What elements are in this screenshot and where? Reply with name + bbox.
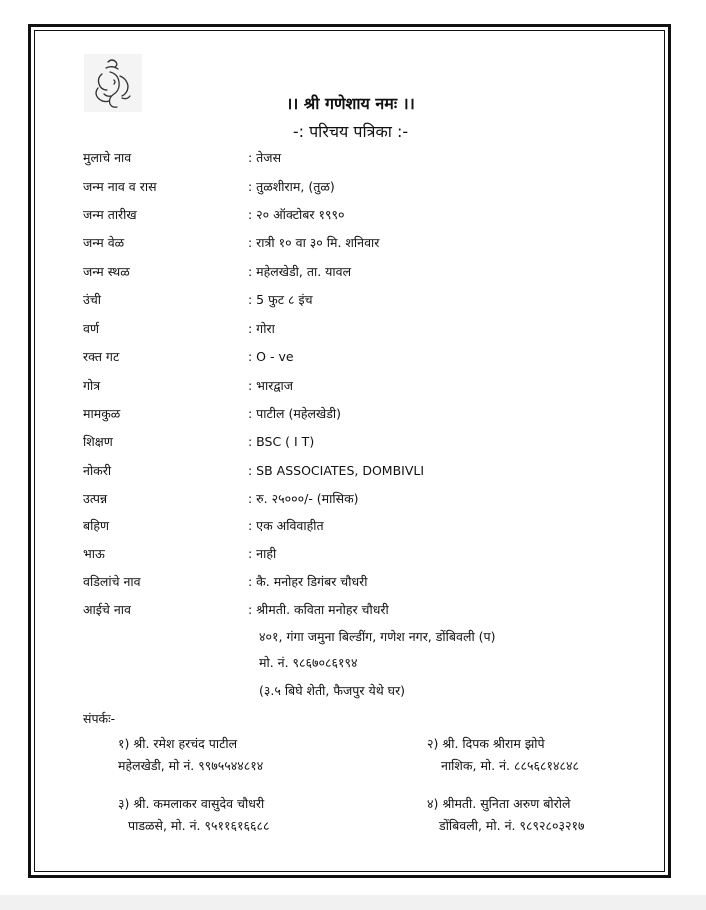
field-label: उंची [83,292,102,307]
field-value: : भारद्वाज [248,378,294,393]
field-label: जन्म तारीख [83,207,137,222]
field-label: वर्ण [83,321,99,336]
contact-item [118,733,263,777]
contacts-heading: संपर्कः- [83,711,116,726]
field-label: मामकुळ [83,406,121,421]
field-label: वडिलांचे नाव [83,574,141,589]
field-value: : 5 फुट ८ इंच [248,292,313,307]
field-label: आईचे नाव [83,602,131,617]
field-value: : पाटील (महेलखेडी) [248,406,341,421]
contact-detail: महेलखेडी, मो नं. ९९७५५४४८१४ [118,758,264,773]
field-value: : कै. मनोहर डिगंबर चौधरी [248,574,368,589]
contact-item [427,733,579,777]
field-label: जन्म स्थळ [83,264,130,279]
contact-detail: पाडळसे, मो. नं. ९५११६१६६८८ [128,818,270,833]
field-label: गोत्र [83,378,101,393]
field-value: : तेजस [248,150,282,165]
field-value: : श्रीमती. कविता मनोहर चौधरी [248,602,389,617]
page-title: -: परिचय पत्रिका :- [292,122,409,141]
page-bottom-strip [0,895,706,910]
phone-line: मो. नं. ९८६७०८६१९४ [259,655,358,670]
field-value: : तुळशीराम, (तुळ) [248,179,335,194]
field-value: : SB ASSOCIATES, DOMBIVLI [248,463,425,478]
field-value: : गोरा [248,321,275,336]
contact-name: १) श्री. रमेश हरचंद पाटील [118,736,238,751]
contact-name: २) श्री. दिपक श्रीराम झोपे [427,736,545,751]
contact-name: ३) श्री. कमलाकर वासुदेव चौधरी [118,796,265,811]
address-line: ४०१, गंगा जमुना बिल्डींग, गणेश नगर, डोंबिवली (प) [259,629,496,644]
field-value: : O - ve [248,349,294,364]
contact-item [427,793,584,837]
page-invocation: ।। श्री गणेशाय नमः ।। [286,94,415,113]
field-label: रक्त गट [83,349,120,364]
contact-name: ४) श्रीमती. सुनिता अरुण बोरोले [427,796,571,811]
field-value: : रात्री १० वा ३० मि. शनिवार [248,235,380,250]
field-label: जन्म वेळ [83,235,125,250]
field-label: बहिण [83,518,110,533]
field-label: उत्पन्न [83,491,108,506]
field-label: नोकरी [83,463,112,478]
field-label: शिक्षण [83,434,113,449]
contact-detail: डोंबिवली, मो. नं. ९८९२८०३२१७ [439,818,585,833]
field-value: : एक अविवाहीत [248,518,324,533]
field-value: : २० ऑक्टोबर १९९० [248,207,345,222]
contact-detail: नाशिक, मो. नं. ८८५६८१४८४८ [441,758,580,773]
field-value: : नाही [248,546,277,561]
contact-item [118,793,269,837]
field-label: मुलाचे नाव [83,150,132,165]
field-value: : रु. २५०००/- (मासिक) [248,491,359,506]
property-note: (३.५ बिघे शेती, फैजपुर येथे घर) [259,683,406,698]
field-value: : महेलखेडी, ता. यावल [248,264,352,279]
field-value: : BSC ( I T) [248,434,315,449]
field-label: जन्म नाव व रास [83,179,157,194]
field-label: भाऊ [83,546,105,561]
